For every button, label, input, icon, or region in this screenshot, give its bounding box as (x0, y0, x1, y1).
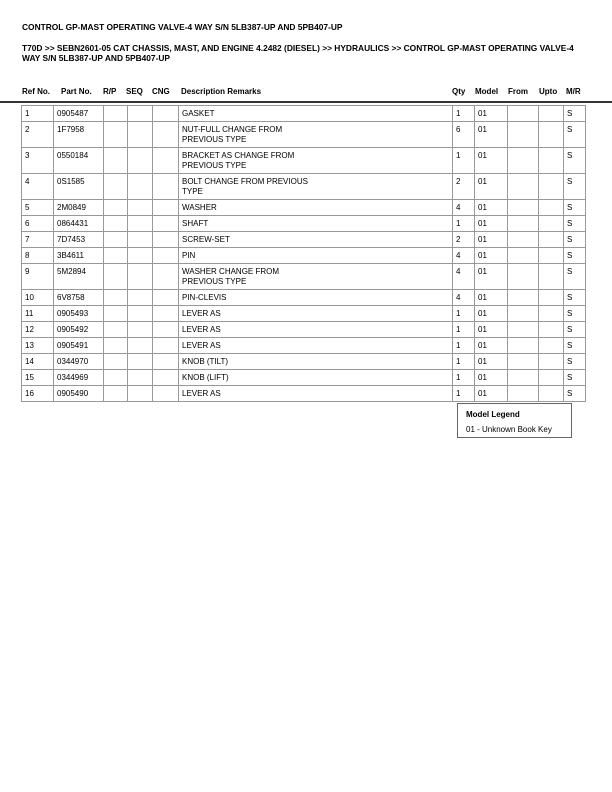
rp-cell (104, 386, 128, 402)
seq-cell (128, 200, 153, 216)
ref-cell: 13 (22, 338, 54, 354)
cng-cell (153, 106, 179, 122)
qty-cell: 1 (453, 322, 475, 338)
upto-cell (539, 264, 564, 290)
part-no-cell: 0S1585 (54, 174, 104, 200)
description-line: LEVER AS (182, 309, 221, 318)
upto-cell (539, 216, 564, 232)
qty-cell: 1 (453, 216, 475, 232)
description-line: KNOB (LIFT) (182, 373, 229, 382)
from-cell (508, 122, 539, 148)
ref-cell: 11 (22, 306, 54, 322)
qty-cell: 4 (453, 290, 475, 306)
qty-cell: 1 (453, 338, 475, 354)
model-cell: 01 (475, 122, 508, 148)
ref-cell: 16 (22, 386, 54, 402)
description-cell (179, 232, 453, 248)
part-no-cell: 5M2894 (54, 264, 104, 290)
from-cell (508, 200, 539, 216)
cng-cell (153, 232, 179, 248)
model-cell: 01 (475, 106, 508, 122)
table-row (22, 338, 586, 354)
table-row (22, 106, 586, 122)
description-line: GASKET (182, 109, 215, 118)
col-part: Part No. (61, 87, 92, 96)
model-cell: 01 (475, 370, 508, 386)
qty-cell: 1 (453, 370, 475, 386)
from-cell (508, 290, 539, 306)
mr-cell: S (564, 306, 586, 322)
upto-cell (539, 106, 564, 122)
legend-title: Model Legend (466, 410, 520, 419)
cng-cell (153, 354, 179, 370)
table-row (22, 322, 586, 338)
description-line: PIN (182, 251, 196, 260)
col-ref: Ref No. (22, 87, 50, 96)
description-line-2: TYPE (182, 186, 203, 196)
part-no-cell: 0864431 (54, 216, 104, 232)
rp-cell (104, 248, 128, 264)
ref-cell: 3 (22, 148, 54, 174)
description-cell (179, 106, 453, 122)
rp-cell (104, 322, 128, 338)
description-cell (179, 386, 453, 402)
description-line: PIN-CLEVIS (182, 293, 227, 302)
model-cell: 01 (475, 248, 508, 264)
description-cell (179, 122, 453, 148)
model-cell: 01 (475, 216, 508, 232)
page-title: CONTROL GP-MAST OPERATING VALVE-4 WAY S/N 5LB387-UP AND 5PB407-UP (22, 22, 343, 32)
qty-cell: 2 (453, 174, 475, 200)
cng-cell (153, 306, 179, 322)
seq-cell (128, 174, 153, 200)
qty-cell: 4 (453, 248, 475, 264)
description-line: SHAFT (182, 219, 209, 228)
model-cell: 01 (475, 386, 508, 402)
part-no-cell: 0550184 (54, 148, 104, 174)
from-cell (508, 148, 539, 174)
ref-cell: 5 (22, 200, 54, 216)
qty-cell: 6 (453, 122, 475, 148)
cng-cell (153, 200, 179, 216)
col-qty: Qty (452, 87, 466, 96)
description-cell (179, 370, 453, 386)
table-row (22, 174, 586, 200)
upto-cell (539, 354, 564, 370)
mr-cell: S (564, 216, 586, 232)
part-no-cell: 3B4611 (54, 248, 104, 264)
from-cell (508, 354, 539, 370)
ref-cell: 12 (22, 322, 54, 338)
cng-cell (153, 338, 179, 354)
legend-item: 01 - Unknown Book Key (466, 425, 552, 434)
table-header (0, 87, 612, 101)
description-cell (179, 338, 453, 354)
part-no-cell: 0344970 (54, 354, 104, 370)
rp-cell (104, 216, 128, 232)
upto-cell (539, 386, 564, 402)
seq-cell (128, 306, 153, 322)
description-cell (179, 322, 453, 338)
model-cell: 01 (475, 354, 508, 370)
seq-cell (128, 354, 153, 370)
mr-cell: S (564, 354, 586, 370)
ref-cell: 10 (22, 290, 54, 306)
qty-cell: 1 (453, 354, 475, 370)
rp-cell (104, 200, 128, 216)
part-no-cell: 0905493 (54, 306, 104, 322)
qty-cell: 1 (453, 306, 475, 322)
rp-cell (104, 106, 128, 122)
model-cell: 01 (475, 338, 508, 354)
ref-cell: 2 (22, 122, 54, 148)
upto-cell (539, 370, 564, 386)
cng-cell (153, 148, 179, 174)
cng-cell (153, 248, 179, 264)
upto-cell (539, 232, 564, 248)
rp-cell (104, 306, 128, 322)
description-line: WASHER CHANGE FROM (182, 267, 280, 276)
description-line: LEVER AS (182, 389, 221, 398)
col-rp: R/P (103, 87, 117, 96)
qty-cell: 4 (453, 200, 475, 216)
part-no-cell: 1F7958 (54, 122, 104, 148)
description-line: SCREW-SET (182, 235, 230, 244)
description-line: BOLT CHANGE FROM PREVIOUS (182, 177, 308, 186)
description-line: LEVER AS (182, 325, 221, 334)
seq-cell (128, 216, 153, 232)
table-row (22, 200, 586, 216)
rp-cell (104, 232, 128, 248)
table-row (22, 232, 586, 248)
description-line-2: PREVIOUS TYPE (182, 276, 247, 286)
description-cell (179, 248, 453, 264)
ref-cell: 7 (22, 232, 54, 248)
description-line: WASHER (182, 203, 217, 212)
from-cell (508, 264, 539, 290)
col-upto: Upto (539, 87, 558, 96)
table-row (22, 216, 586, 232)
table-row (22, 386, 586, 402)
description-line-2: PREVIOUS TYPE (182, 160, 247, 170)
col-cng: CNG (152, 87, 170, 96)
from-cell (508, 174, 539, 200)
model-cell: 01 (475, 148, 508, 174)
seq-cell (128, 248, 153, 264)
seq-cell (128, 386, 153, 402)
rp-cell (104, 148, 128, 174)
mr-cell: S (564, 148, 586, 174)
seq-cell (128, 106, 153, 122)
ref-cell: 15 (22, 370, 54, 386)
cng-cell (153, 174, 179, 200)
qty-cell: 2 (453, 232, 475, 248)
upto-cell (539, 174, 564, 200)
from-cell (508, 322, 539, 338)
part-no-cell: 0905487 (54, 106, 104, 122)
description-cell (179, 264, 453, 290)
rp-cell (104, 338, 128, 354)
breadcrumb: T70D >> SEBN2601-05 CAT CHASSIS, MAST, AND ENGINE 4.2482 (DIESEL) >> HYDRAULICS >> CONTROL GP-MAST OPERATING VALVE-4 WAY S/N 5LB387-UP AND 5PB407-UP (22, 43, 574, 63)
upto-cell (539, 306, 564, 322)
from-cell (508, 338, 539, 354)
cng-cell (153, 122, 179, 148)
table-row (22, 290, 586, 306)
mr-cell: S (564, 200, 586, 216)
qty-cell: 4 (453, 264, 475, 290)
header-divider (0, 101, 612, 103)
part-no-cell: 2M0849 (54, 200, 104, 216)
cng-cell (153, 370, 179, 386)
qty-cell: 1 (453, 148, 475, 174)
model-cell: 01 (475, 322, 508, 338)
from-cell (508, 232, 539, 248)
seq-cell (128, 370, 153, 386)
description-line: KNOB (TILT) (182, 357, 229, 366)
description-line-2: PREVIOUS TYPE (182, 134, 247, 144)
ref-cell: 1 (22, 106, 54, 122)
table-row (22, 248, 586, 264)
part-no-cell: 0905490 (54, 386, 104, 402)
rp-cell (104, 354, 128, 370)
cng-cell (153, 216, 179, 232)
description-cell (179, 148, 453, 174)
from-cell (508, 370, 539, 386)
description-cell (179, 200, 453, 216)
ref-cell: 4 (22, 174, 54, 200)
rp-cell (104, 290, 128, 306)
mr-cell: S (564, 248, 586, 264)
ref-cell: 6 (22, 216, 54, 232)
from-cell (508, 216, 539, 232)
model-cell: 01 (475, 232, 508, 248)
seq-cell (128, 264, 153, 290)
cng-cell (153, 322, 179, 338)
mr-cell: S (564, 106, 586, 122)
from-cell (508, 306, 539, 322)
from-cell (508, 106, 539, 122)
seq-cell (128, 232, 153, 248)
part-no-cell: 0905491 (54, 338, 104, 354)
description-cell (179, 216, 453, 232)
rp-cell (104, 174, 128, 200)
cng-cell (153, 386, 179, 402)
seq-cell (128, 322, 153, 338)
mr-cell: S (564, 370, 586, 386)
model-cell: 01 (475, 174, 508, 200)
mr-cell: S (564, 232, 586, 248)
mr-cell: S (564, 264, 586, 290)
table-row (22, 264, 586, 290)
description-line: LEVER AS (182, 341, 221, 350)
model-cell: 01 (475, 264, 508, 290)
ref-cell: 9 (22, 264, 54, 290)
qty-cell: 1 (453, 106, 475, 122)
upto-cell (539, 290, 564, 306)
cng-cell (153, 290, 179, 306)
col-desc: Description Remarks (181, 87, 262, 96)
upto-cell (539, 200, 564, 216)
upto-cell (539, 148, 564, 174)
upto-cell (539, 338, 564, 354)
mr-cell: S (564, 322, 586, 338)
qty-cell: 1 (453, 386, 475, 402)
seq-cell (128, 122, 153, 148)
seq-cell (128, 338, 153, 354)
col-seq: SEQ (126, 87, 143, 96)
part-no-cell: 6V8758 (54, 290, 104, 306)
col-mr: M/R (566, 87, 581, 96)
table-row (22, 354, 586, 370)
seq-cell (128, 148, 153, 174)
col-model: Model (475, 87, 499, 96)
model-legend (457, 403, 572, 438)
rp-cell (104, 370, 128, 386)
description-line: BRACKET AS CHANGE FROM (182, 151, 295, 160)
description-cell (179, 306, 453, 322)
model-cell: 01 (475, 306, 508, 322)
mr-cell: S (564, 386, 586, 402)
part-no-cell: 7D7453 (54, 232, 104, 248)
parts-table (21, 105, 586, 402)
upto-cell (539, 122, 564, 148)
part-no-cell: 0905492 (54, 322, 104, 338)
mr-cell: S (564, 290, 586, 306)
rp-cell (104, 122, 128, 148)
description-line: NUT-FULL CHANGE FROM (182, 125, 283, 134)
table-row (22, 306, 586, 322)
from-cell (508, 248, 539, 264)
table-row (22, 122, 586, 148)
table-row (22, 370, 586, 386)
cng-cell (153, 264, 179, 290)
mr-cell: S (564, 174, 586, 200)
part-no-cell: 0344969 (54, 370, 104, 386)
ref-cell: 14 (22, 354, 54, 370)
model-cell: 01 (475, 200, 508, 216)
seq-cell (128, 290, 153, 306)
mr-cell: S (564, 122, 586, 148)
upto-cell (539, 248, 564, 264)
model-cell: 01 (475, 290, 508, 306)
upto-cell (539, 322, 564, 338)
from-cell (508, 386, 539, 402)
description-cell (179, 354, 453, 370)
rp-cell (104, 264, 128, 290)
description-cell (179, 290, 453, 306)
mr-cell: S (564, 338, 586, 354)
table-row (22, 148, 586, 174)
ref-cell: 8 (22, 248, 54, 264)
col-from: From (508, 87, 528, 96)
description-cell (179, 174, 453, 200)
